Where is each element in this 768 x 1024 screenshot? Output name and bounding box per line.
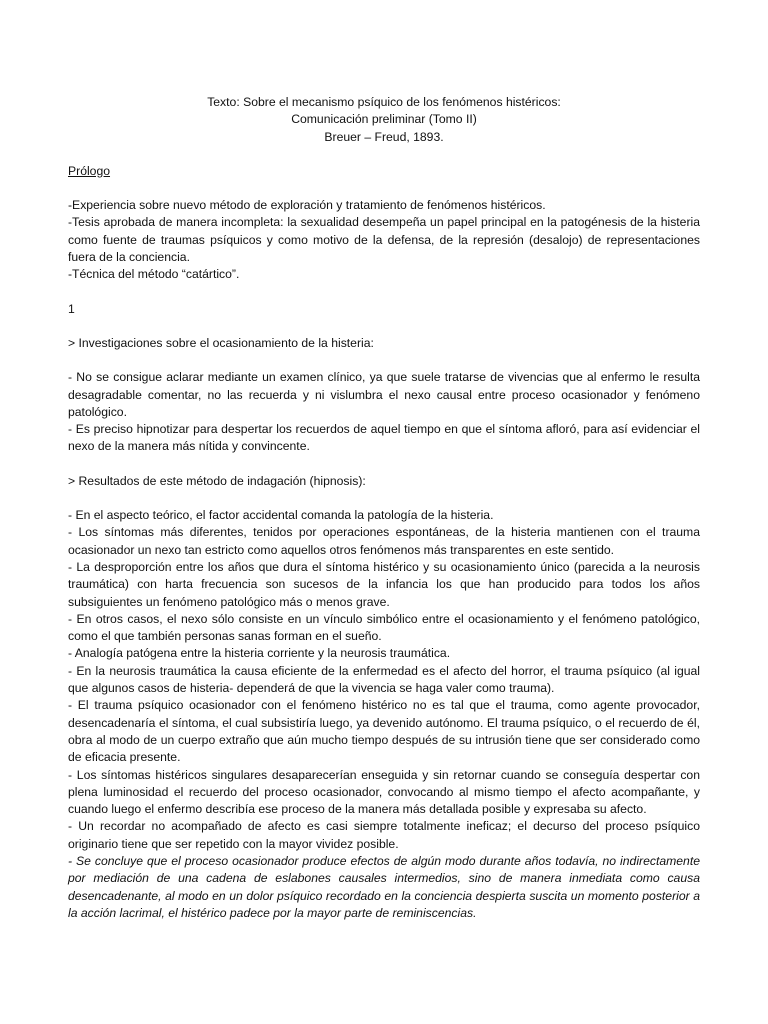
result-item: - Los síntomas histéricos singulares desaparecerían enseguida y sin retornar cuando se conseguía despertar con plena luminosidad el recuerdo del proceso ocasionador, convocando al mismo tiempo el afecto acompañante, y cuando luego el enfermo describía ese proceso de la manera más detallada posible y expresaba su afecto. <box>68 767 700 817</box>
results-list <box>68 507 700 922</box>
section-subheading-results: > Resultados de este método de indagación (hipnosis): <box>68 473 366 488</box>
result-item: - El trauma psíquico ocasionador con el fenómeno histérico no es tal que el trauma, como agente provocador, desencadenaría el síntoma, el cual subsistiría luego, ya devenido autónomo. El trauma psíquico, o el recuerdo de él, obra al modo de un cuerpo extraño que aún mucho tiempo después de su intrusión tiene que ser considerado como de eficacia presente. <box>68 698 700 765</box>
document-page <box>68 94 700 922</box>
prologue-item: -Tesis aprobada de manera incompleta: la sexualidad desempeña un papel principal en la patogénesis de la histeria como fuente de traumas psíquicos y como motivo de la defensa, de la represión (desalojo) de representaciones fuera de la conciencia. <box>68 215 700 265</box>
prologue-item: -Experiencia sobre nuevo método de exploración y tratamiento de fenómenos histéricos. <box>68 198 546 213</box>
prologue-item: -Técnica del método “catártico”. <box>68 267 240 282</box>
document-subtitle: Comunicación preliminar (Tomo II) <box>291 112 477 127</box>
investigation-item: - Es preciso hipnotizar para despertar los recuerdos de aquel tiempo en que el síntoma afloró, para así evidenciar el nexo de la manera más nítida y convincente. <box>68 422 700 454</box>
section-number: 1 <box>68 301 75 316</box>
prologue-list <box>68 197 700 283</box>
result-item: - Los síntomas más diferentes, tenidos por operaciones espontáneas, de la histeria mantienen con el trauma ocasionador un nexo tan estricto como aquellos otros fenómenos más transparentes en este sentido. <box>68 525 700 557</box>
result-item: - La desproporción entre los años que dura el síntoma histérico y su ocasionamiento único (parecida a la neurosis traumática) con harta frecuencia son sucesos de la infancia los que han producido para todos los años subsiguientes un fenómeno patológico más o menos grave. <box>68 559 700 609</box>
document-title: Texto: Sobre el mecanismo psíquico de los fenómenos histéricos: <box>207 95 561 109</box>
result-item: - En el aspecto teórico, el factor accidental comanda la patología de la histeria. <box>68 508 494 523</box>
investigation-item: - No se consigue aclarar mediante un examen clínico, ya que suele tratarse de vivencias que al enfermo le resulta desagradable comentar, no las recuerda y ni vislumbra el nexo causal entre proceso ocasionador y fenómeno patológico. <box>68 370 700 419</box>
document-header <box>68 94 700 146</box>
investigations-list <box>68 369 700 455</box>
conclusion-paragraph: - Se concluye que el proceso ocasionador produce efectos de algún modo durante años todavía, no indirectamente por mediación de una cadena de eslabones causales intermedios, sino de manera inmediata como causa desencadenante, al modo en un dolor psíquico recordado en la conciencia despierta suscita un momento posterior a la acción lacrimal, el histérico padece por la mayor parte de reminiscencias. <box>68 853 700 920</box>
result-item: - Un recordar no acompañado de afecto es casi siempre totalmente ineficaz; el decurso del proceso psíquico originario tiene que ser repetido con la mayor vividez posible. <box>68 819 700 851</box>
result-item: - En otros casos, el nexo sólo consiste en un vínculo simbólico entre el ocasionamiento y el fenómeno patológico, como el que también personas sanas forman en el sueño. <box>68 611 700 644</box>
document-authors: Breuer – Freud, 1893. <box>324 129 444 144</box>
prologue-heading: Prólogo <box>68 163 111 178</box>
result-item: - Analogía patógena entre la histeria corriente y la neurosis traumática. <box>68 646 451 661</box>
section-subheading-investigations: > Investigaciones sobre el ocasionamiento de la histeria: <box>68 335 374 350</box>
result-item: - En la neurosis traumática la causa eficiente de la enfermedad es el afecto del horror, el trauma psíquico (al igual que algunos casos de histeria- dependerá de que la vivencia se haga valer como trauma). <box>68 663 700 696</box>
